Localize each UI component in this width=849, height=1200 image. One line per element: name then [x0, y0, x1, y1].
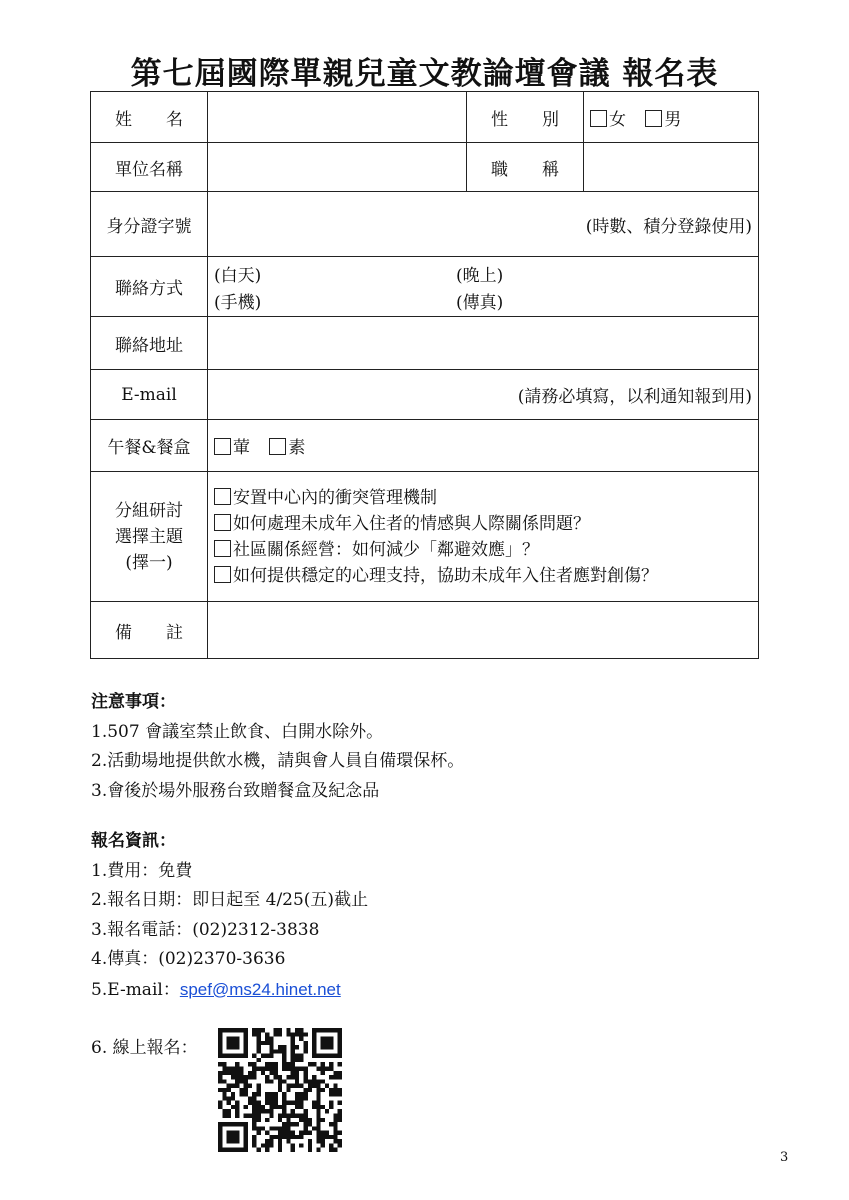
contact-fax: (傳真): [456, 292, 504, 313]
meal-label: 午餐&餐盒: [91, 420, 208, 472]
veg-checkbox[interactable]: [269, 438, 286, 455]
meal-veg-option[interactable]: 素: [269, 438, 305, 458]
fax-line: 4.傳真：(02)2370-3636: [91, 949, 286, 969]
id-field[interactable]: [208, 192, 759, 257]
remark-label: 備 註: [91, 602, 208, 659]
gender-female-option[interactable]: 女: [590, 110, 626, 130]
note-item: 1.507 會議室禁止飲食、白開水除外。: [91, 721, 384, 742]
registration-form-table: [90, 91, 759, 659]
note-item: 3.會後於場外服務台致贈餐盒及紀念品: [91, 780, 380, 801]
email-note: (請務必填寫，以利通知報到用): [517, 387, 752, 407]
jobtitle-field[interactable]: [584, 143, 759, 192]
remark-field[interactable]: [208, 602, 759, 659]
contact-field[interactable]: [208, 257, 759, 317]
meal-options: [208, 420, 759, 472]
female-checkbox[interactable]: [590, 110, 607, 127]
contact-mobile: (手機): [214, 292, 262, 313]
topic-checkbox[interactable]: [214, 488, 231, 505]
jobtitle-label: 職 稱: [467, 143, 584, 192]
deadline-line: 2.報名日期：即日起至 4/25(五)截止: [91, 890, 369, 910]
id-label: 身分證字號: [91, 192, 208, 257]
gender-male-option[interactable]: 男: [645, 110, 681, 130]
email-label: E-mail: [91, 370, 208, 420]
email-line: 5.E-mail：spef@ms24.hinet.net: [91, 979, 341, 1000]
online-registration-label: 6. 線上報名：: [91, 1038, 198, 1058]
topic-option[interactable]: 社區關係經營：如何減少「鄰避效應」？: [214, 537, 752, 563]
gender-label: 性 別: [467, 92, 584, 143]
topic-checkbox[interactable]: [214, 540, 231, 557]
topic-checkbox[interactable]: [214, 566, 231, 583]
qr-code-icon[interactable]: [218, 1028, 342, 1152]
topic-options: [208, 472, 759, 602]
notes-heading: 注意事項：: [91, 692, 176, 712]
note-item: 2.活動場地提供飲水機，請與會人員自備環保杯。: [91, 751, 465, 771]
topic-checkbox[interactable]: [214, 514, 231, 531]
meat-checkbox[interactable]: [214, 438, 231, 455]
contact-night: (晚上): [456, 265, 504, 286]
topic-label: 分組研討 選擇主題 (擇一): [91, 472, 208, 602]
fee-line: 1.費用：免費: [91, 860, 193, 881]
org-field[interactable]: [208, 143, 467, 192]
contact-label: 聯絡方式: [91, 257, 208, 317]
meal-meat-option[interactable]: 葷: [214, 438, 250, 458]
address-label: 聯絡地址: [91, 317, 208, 370]
name-field[interactable]: [208, 92, 467, 143]
email-link[interactable]: spef@ms24.hinet.net: [179, 979, 341, 999]
notes-section: [91, 688, 464, 806]
page-number: 3: [780, 1150, 789, 1165]
topic-option[interactable]: 如何提供穩定的心理支持，協助未成年入住者應對創傷？: [214, 563, 752, 589]
id-note: (時數、積分登錄使用): [585, 216, 752, 237]
topic-option[interactable]: 如何處理未成年入住者的情感與人際關係問題？: [214, 511, 752, 537]
registration-heading: 報名資訊：: [91, 831, 176, 851]
org-label: 單位名稱: [91, 143, 208, 192]
address-field[interactable]: [208, 317, 759, 370]
registration-info-section: [91, 827, 368, 1005]
form-title: 第七屆國際單親兒童文教論壇會議 報名表: [130, 56, 719, 92]
name-label: 姓 名: [91, 92, 208, 143]
phone-line: 3.報名電話：(02)2312-3838: [91, 919, 320, 940]
gender-options: [584, 92, 759, 143]
topic-option[interactable]: 安置中心內的衝突管理機制: [214, 485, 752, 511]
email-field[interactable]: [208, 370, 759, 420]
male-checkbox[interactable]: [645, 110, 662, 127]
contact-day: (白天): [214, 265, 262, 286]
